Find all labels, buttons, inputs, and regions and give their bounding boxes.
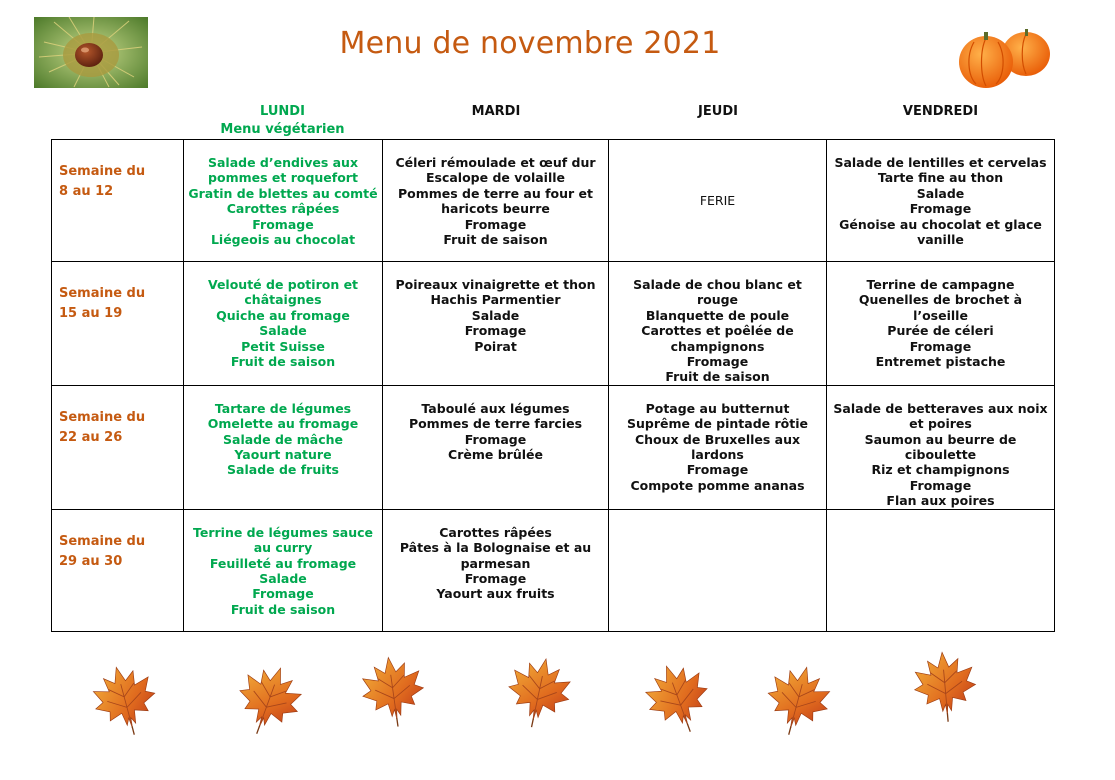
dish-item: Quiche au fromage xyxy=(216,307,350,323)
dish-item: Yaourt nature xyxy=(234,447,332,463)
menu-cell-vendredi xyxy=(827,140,1055,262)
dish-item: Fruit de saison xyxy=(230,354,336,370)
dish-item: Purée de céleri xyxy=(887,323,994,339)
week-row xyxy=(52,509,1055,631)
dish-item: Poireaux vinaigrette et thon xyxy=(395,277,596,292)
dish-item: Salade de betteraves aux noix et poires xyxy=(833,400,1048,432)
dish-item: Compote pomme ananas xyxy=(630,477,805,493)
week-label-line1: Semaine du xyxy=(59,409,146,425)
menu-cell-jeudi xyxy=(609,385,827,509)
week-label-line1: Semaine du xyxy=(59,286,146,301)
menu-cell-lundi xyxy=(184,509,383,631)
dish-item: Quenelles de brochet à l’oseille xyxy=(858,292,1023,323)
maple-leaf-icon xyxy=(355,651,430,731)
week-label-dates: 22 au 26 xyxy=(59,429,123,445)
week-label xyxy=(52,385,184,509)
week-label-line1: Semaine du xyxy=(59,533,146,549)
dish-item: Poirat xyxy=(474,338,517,354)
dish-item: Carottes râpées xyxy=(226,201,340,217)
dish-item: Fromage xyxy=(909,477,972,493)
dish-item: Salade xyxy=(916,185,965,201)
dish-item: Tartare de légumes xyxy=(214,400,352,416)
week-label-dates: 8 au 12 xyxy=(59,184,114,199)
dish-item: Liégeois au chocolat xyxy=(210,232,356,248)
dish-item: Feuilleté au fromage xyxy=(209,555,357,571)
day-header-jeudi xyxy=(609,103,827,121)
dish-item: Pâtes à la Bolognaise et au parmesan xyxy=(399,540,592,571)
dish-item: Salade xyxy=(471,307,520,323)
dish-item: Salade de mâche xyxy=(223,431,343,447)
dish-item: Salade xyxy=(259,570,307,586)
dish-item: Blanquette de poule xyxy=(645,307,790,323)
week-label xyxy=(52,262,184,386)
dish-item: Taboulé aux légumes xyxy=(421,400,570,416)
maple-leaf-icon xyxy=(499,650,579,734)
dish-item: Gratin de blettes au comté xyxy=(188,185,378,201)
dish-item: Flan aux poires xyxy=(886,493,995,509)
dish-item: Fromage xyxy=(909,201,972,217)
week-row xyxy=(52,385,1055,509)
dish-item: Céleri rémoulade et œuf dur xyxy=(395,155,596,170)
page-title: Menu de novembre 2021 xyxy=(339,26,721,61)
maple-leaf-icon xyxy=(757,657,839,744)
dish-item: Escalope de volaille xyxy=(425,170,566,186)
dish-item: Terrine de légumes sauce au curry xyxy=(192,524,374,556)
dish-item: Fromage xyxy=(252,216,314,232)
dish-item: Suprême de pintade rôtie xyxy=(627,416,808,432)
dish-item: Salade d’endives aux pommes et roquefort xyxy=(207,155,359,186)
week-label xyxy=(52,140,184,262)
day-header-row xyxy=(0,103,1115,143)
dish-item: Tarte fine au thon xyxy=(877,170,1004,186)
dish-item: FERIE xyxy=(699,192,736,208)
menu-cell-lundi xyxy=(184,262,383,386)
dish-item: Fruit de saison xyxy=(230,601,336,617)
dish-item: Entremet pistache xyxy=(875,354,1006,370)
day-label-vendredi: VENDREDI xyxy=(902,104,979,119)
day-header-lundi xyxy=(183,103,382,139)
dish-item: Carottes râpées xyxy=(439,524,552,540)
week-label xyxy=(52,509,184,631)
maple-leaf-icon xyxy=(226,655,313,745)
dish-item: Yaourt aux fruits xyxy=(436,586,555,602)
dish-item: Fromage xyxy=(464,570,527,586)
day-header-vendredi xyxy=(827,103,1054,121)
day-label-mardi: MARDI xyxy=(471,104,521,119)
dish-item: Petit Suisse xyxy=(241,338,325,354)
week-label-line1: Semaine du xyxy=(59,164,146,179)
dish-item: Saumon au beurre de ciboulette xyxy=(864,431,1017,463)
dish-item: Pommes de terre farcies xyxy=(408,416,583,432)
dish-item: Crème brûlée xyxy=(448,447,543,463)
dish-item: Riz et champignons xyxy=(871,462,1010,478)
dish-item: Velouté de potiron et châtaignes xyxy=(207,277,359,308)
dish-item: Fromage xyxy=(909,338,972,354)
dish-item: Salade de lentilles et cervelas xyxy=(834,155,1047,170)
day-label-lundi: LUNDI xyxy=(260,104,305,119)
menu-cell-mardi xyxy=(383,262,609,386)
maple-leaf-icon xyxy=(909,647,981,724)
menu-cell-jeudi xyxy=(609,262,827,386)
menu-cell-mardi xyxy=(383,509,609,631)
day-label-jeudi: JEUDI xyxy=(698,104,738,119)
week-row xyxy=(52,140,1055,262)
menu-cell-vendredi xyxy=(827,385,1055,509)
dish-item: Fruit de saison xyxy=(665,369,770,385)
menu-cell-jeudi xyxy=(609,140,827,262)
menu-cell-lundi xyxy=(184,140,383,262)
dish-item: Choux de Bruxelles aux lardons xyxy=(634,431,801,463)
menu-cell-vendredi xyxy=(827,262,1055,386)
dish-item: Fruit de saison xyxy=(443,232,548,248)
dish-item: Omelette au fromage xyxy=(207,416,359,432)
dish-item: Génoise au chocolat et glace vanille xyxy=(839,216,1042,248)
dish-item: Fromage xyxy=(252,586,314,602)
day-header-mardi xyxy=(383,103,609,121)
dish-item: Pommes de terre au four et haricots beurre xyxy=(397,185,594,217)
maple-leaf-icon xyxy=(84,657,166,744)
menu-table xyxy=(51,139,1055,632)
week-label-dates: 15 au 19 xyxy=(59,306,123,321)
vegetarian-subtitle: Menu végétarien xyxy=(220,122,345,137)
dish-item: Fromage xyxy=(686,462,749,478)
dish-item: Fromage xyxy=(464,431,527,447)
dish-item: Fromage xyxy=(464,323,527,339)
dish-item: Fromage xyxy=(686,354,749,370)
dish-item: Carottes et poêlée de champignons xyxy=(641,323,794,354)
menu-cell-mardi xyxy=(383,385,609,509)
dish-item: Salade de fruits xyxy=(227,462,339,478)
week-label-dates: 29 au 30 xyxy=(59,553,123,569)
dish-item: Fromage xyxy=(464,216,527,232)
dish-item: Terrine de campagne xyxy=(866,277,1015,292)
menu-cell-mardi xyxy=(383,140,609,262)
dish-item: Potage au butternut xyxy=(645,400,790,416)
dish-item: Hachis Parmentier xyxy=(430,292,561,308)
menu-cell-lundi xyxy=(184,385,383,509)
dish-item: Salade de chou blanc et rouge xyxy=(633,277,802,308)
dish-item: Salade xyxy=(259,323,307,339)
menu-cell-jeudi xyxy=(609,509,827,631)
week-row xyxy=(52,262,1055,386)
menu-cell-vendredi xyxy=(827,509,1055,631)
maple-leaf-icon xyxy=(635,653,722,743)
